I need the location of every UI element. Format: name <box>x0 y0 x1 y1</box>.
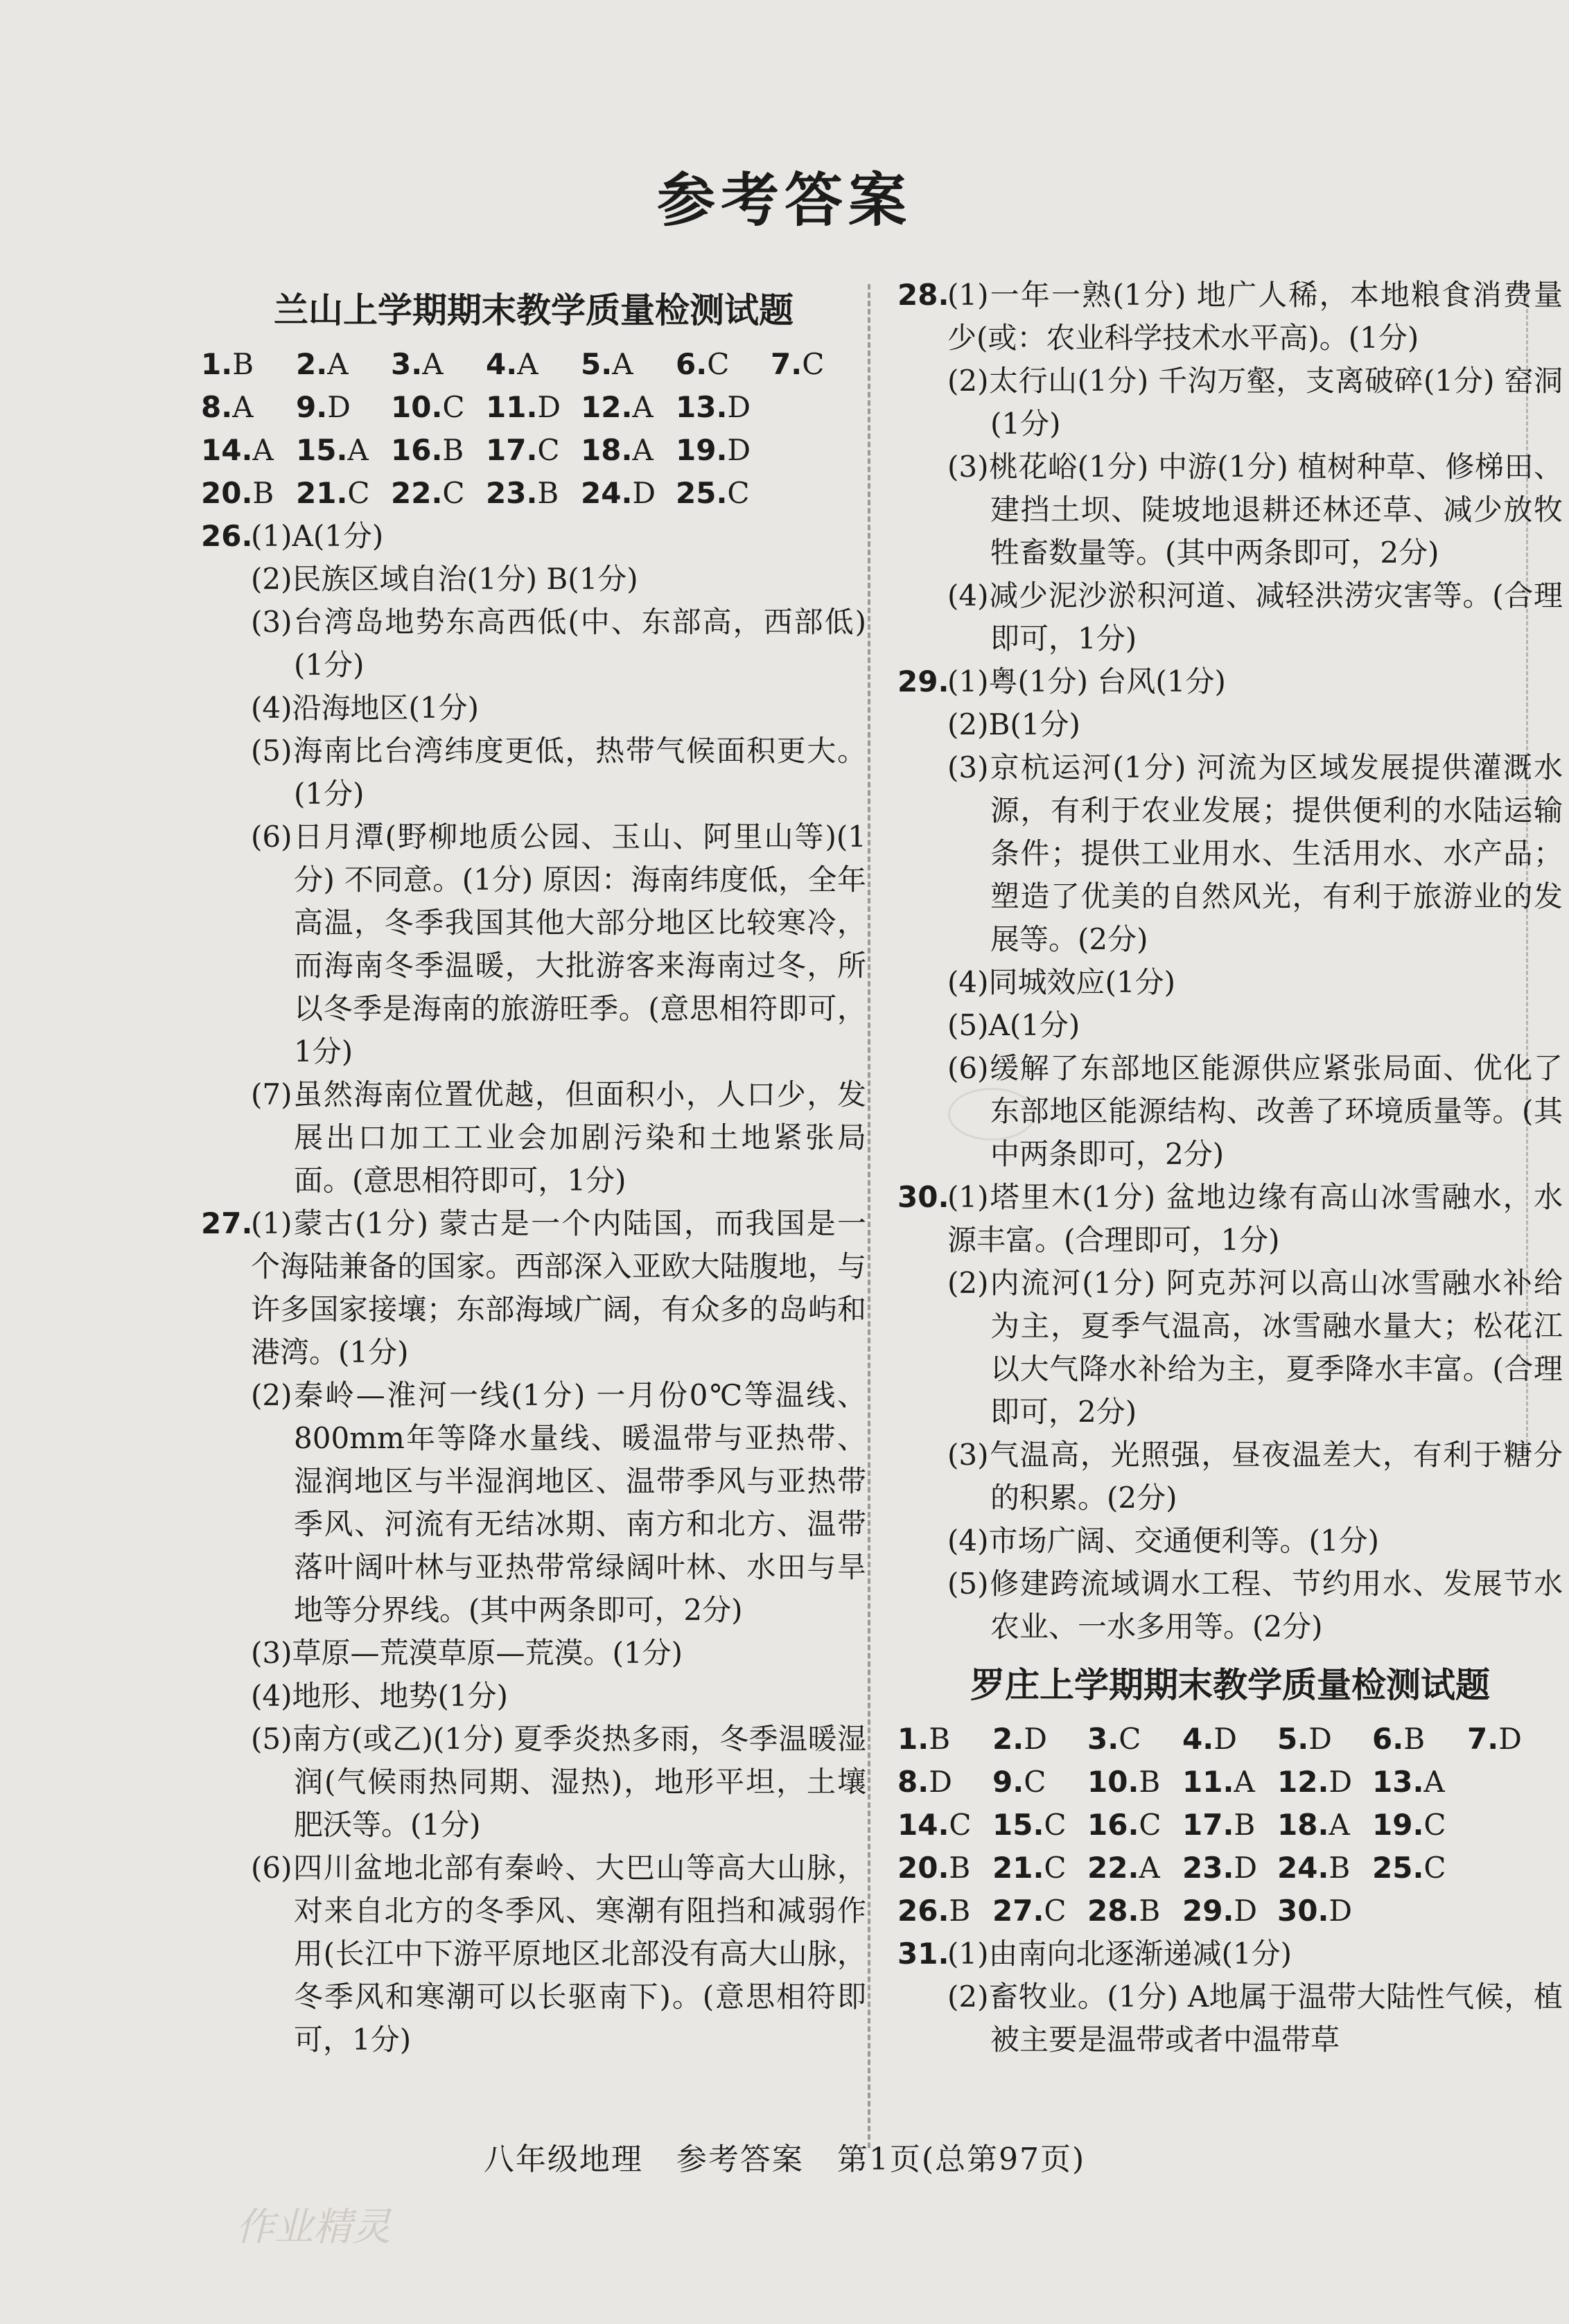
mc-letter: B <box>1139 1765 1161 1799</box>
mc-answer <box>897 1890 992 1933</box>
mc-number: 10. <box>1087 1765 1139 1799</box>
mc-row <box>201 386 866 429</box>
right-column <box>897 274 1563 2061</box>
mc-letter: D <box>327 390 351 424</box>
mc-number: 27. <box>992 1894 1044 1928</box>
mc-answer <box>676 429 771 472</box>
mc-letter: A <box>232 390 254 424</box>
mc-answer <box>201 343 296 386</box>
mc-answer <box>391 429 486 472</box>
mc-answer <box>1087 1804 1182 1847</box>
mc-number: 24. <box>1277 1851 1329 1885</box>
question-block <box>897 1176 1563 1648</box>
answer-part: (2)太行山(1分) 千沟万壑，支离破碎(1分) 窑洞(1分) <box>947 364 1563 441</box>
mc-answer <box>1087 1847 1182 1890</box>
answer-part: (2)民族区域自治(1分) B(1分) <box>251 562 638 596</box>
mc-answer <box>992 1761 1087 1804</box>
mc-answer <box>1467 1718 1562 1761</box>
mc-letter: B <box>949 1894 971 1928</box>
mc-number: 9. <box>992 1765 1024 1799</box>
mc-number: 26. <box>897 1894 949 1928</box>
mc-letter: B <box>1329 1851 1351 1885</box>
mc-number: 4. <box>486 347 518 381</box>
mc-letter: B <box>949 1851 971 1885</box>
answer-part: (6)日月潭(野柳地质公园、玉山、阿里山等)(1分) 不同意。(1分) 原因：海南纬度低，全年高温，冬季我国其他大部分地区比较寒冷，而海南冬季温暖，大批游客来海南过冬，所以冬季是海南的旅游旺季。(意思相符即可，1分) <box>251 820 866 1068</box>
mc-number: 30. <box>1277 1894 1329 1928</box>
mc-number: 5. <box>1277 1722 1309 1756</box>
mc-number: 1. <box>897 1722 929 1756</box>
mc-number: 19. <box>676 433 728 467</box>
mc-letter: A <box>422 347 444 381</box>
mc-row <box>201 429 866 472</box>
mc-letter: A <box>327 347 349 381</box>
mc-letter: B <box>442 433 464 467</box>
mc-number: 12. <box>581 390 633 424</box>
watermark-text: 作业精灵 <box>236 2205 391 2250</box>
mc-letter: C <box>1139 1808 1162 1842</box>
mc-answer <box>296 343 391 386</box>
mc-row <box>897 1847 1563 1890</box>
mc-number: 20. <box>897 1851 949 1885</box>
section-title-luozhuang: 罗庄上学期期末教学质量检测试题 <box>970 1665 1490 1705</box>
answer-part: (7)虽然海南位置优越，但面积小，人口少，发展出口加工工业会加剧污染和土地紧张局面。(意思相符即可，1分) <box>251 1077 866 1197</box>
mc-number: 21. <box>992 1851 1044 1885</box>
mc-letter: C <box>1044 1808 1067 1842</box>
mc-letter: B <box>537 476 559 510</box>
answer-part: (1)一年一熟(1分) 地广人稀，本地粮食消费量少(或：农业科学技术水平高)。(1分) <box>947 278 1563 355</box>
mc-answer <box>581 343 676 386</box>
mc-letter: C <box>1423 1851 1446 1885</box>
mc-letter: C <box>949 1808 972 1842</box>
mc-number: 20. <box>201 476 253 510</box>
answer-part: (3)草原—荒漠草原—荒漠。(1分) <box>251 1636 683 1670</box>
answer-part: (4)地形、地势(1分) <box>251 1679 508 1713</box>
mc-answer <box>296 386 391 429</box>
mc-answer <box>676 472 771 515</box>
mc-answer <box>201 472 296 515</box>
mc-number: 16. <box>1087 1808 1139 1842</box>
mc-answer <box>486 472 581 515</box>
mc-number: 9. <box>296 390 328 424</box>
mc-row <box>897 1804 1563 1847</box>
mc-number: 25. <box>1372 1851 1424 1885</box>
answer-part: (2)内流河(1分) 阿克苏河以高山冰雪融水补给为主，夏季气温高，冰雪融水量大；松花江以大气降水补给为主，夏季降水丰富。(合理即可，2分) <box>947 1266 1563 1429</box>
mc-answer <box>1182 1804 1277 1847</box>
question-number: 26. <box>201 519 253 553</box>
mc-letter: C <box>802 347 825 381</box>
mc-number: 25. <box>676 476 728 510</box>
mc-number: 6. <box>1372 1722 1404 1756</box>
mc-answer <box>391 472 486 515</box>
mc-answer <box>486 343 581 386</box>
mc-answer <box>1372 1804 1467 1847</box>
answer-part: (3)台湾岛地势东高西低(中、东部高，西部低)(1分) <box>251 605 866 682</box>
answer-part: (3)气温高，光照强，昼夜温差大，有利于糖分的积累。(2分) <box>947 1438 1563 1515</box>
mc-number: 5. <box>581 347 613 381</box>
mc-letter: A <box>347 433 369 467</box>
mc-number: 17. <box>1182 1808 1234 1842</box>
question-block <box>201 515 866 1202</box>
mc-letter: A <box>632 433 654 467</box>
question-number: 30. <box>897 1180 949 1214</box>
mc-number: 29. <box>1182 1894 1234 1928</box>
mc-number: 14. <box>201 433 253 467</box>
mc-answer <box>897 1847 992 1890</box>
mc-answer <box>1087 1890 1182 1933</box>
mc-number: 3. <box>1087 1722 1119 1756</box>
mc-letter: B <box>1234 1808 1256 1842</box>
mc-number: 17. <box>486 433 538 467</box>
answer-part: (1)粤(1分) 台风(1分) <box>947 664 1226 698</box>
mc-letter: A <box>517 347 538 381</box>
mc-answer <box>897 1718 992 1761</box>
mc-answer <box>1087 1718 1182 1761</box>
question-number: 29. <box>897 664 949 698</box>
answer-part: (5)修建跨流域调水工程、节约用水、发展节水农业、一水多用等。(2分) <box>947 1567 1563 1644</box>
subjective-answers <box>201 515 866 2061</box>
question-block <box>897 1933 1563 2061</box>
mc-answer <box>201 386 296 429</box>
answer-part: (1)蒙古(1分) 蒙古是一个内陆国，而我国是一个海陆兼备的国家。西部深入亚欧大陆腹地，与许多国家接壤；东部海域广阔，有众多的岛屿和港湾。(1分) <box>251 1206 866 1369</box>
mc-letter: C <box>1044 1894 1067 1928</box>
mc-number: 12. <box>1277 1765 1329 1799</box>
answer-part: (6)四川盆地北部有秦岭、大巴山等高大山脉，对来自北方的冬季风、寒潮有阻挡和减弱作用(长江中下游平原地区北部没有高大山脉，冬季风和寒潮可以长驱南下)。(意思相符即可，1分) <box>251 1851 866 2057</box>
mc-letter: D <box>929 1765 952 1799</box>
question-block <box>897 660 1563 1176</box>
mc-number: 2. <box>296 347 328 381</box>
mc-letter: D <box>632 476 656 510</box>
subjective-answers-continued <box>897 274 1563 1648</box>
mc-answer <box>201 429 296 472</box>
mc-number: 18. <box>1277 1808 1329 1842</box>
mc-number: 4. <box>1182 1722 1214 1756</box>
mc-answer <box>1182 1718 1277 1761</box>
answer-part: (5)南方(或乙)(1分) 夏季炎热多雨，冬季温暖湿润(气候雨热同期、湿热)，地形平坦，土壤肥沃等。(1分) <box>251 1722 866 1842</box>
mc-number: 14. <box>897 1808 949 1842</box>
mc-letter: C <box>442 476 465 510</box>
mc-answer <box>771 343 866 386</box>
mc-answer <box>581 472 676 515</box>
mc-number: 8. <box>201 390 233 424</box>
mc-row <box>201 343 866 386</box>
mc-answer <box>1277 1761 1372 1804</box>
mc-number: 15. <box>296 433 348 467</box>
mc-number: 1. <box>201 347 233 381</box>
mc-number: 28. <box>1087 1894 1139 1928</box>
question-block <box>897 274 1563 660</box>
mc-letter: C <box>707 347 730 381</box>
answer-part: (2)畜牧业。(1分) A地属于温带大陆性气候，植被主要是温带或者中温带草 <box>947 1980 1563 2057</box>
mc-answer <box>992 1718 1087 1761</box>
mc-letter: D <box>1234 1894 1258 1928</box>
mc-letter: D <box>1498 1722 1522 1756</box>
mc-letter: C <box>347 476 370 510</box>
mc-number: 11. <box>1182 1765 1234 1799</box>
answer-part: (1)A(1分) <box>251 519 384 553</box>
mc-number: 19. <box>1372 1808 1424 1842</box>
question-block <box>201 1202 866 2061</box>
mc-answer <box>992 1804 1087 1847</box>
multiple-choice-answers <box>201 343 866 515</box>
mc-letter: D <box>1213 1722 1237 1756</box>
mc-number: 10. <box>391 390 443 424</box>
left-column <box>201 274 866 2061</box>
mc-letter: C <box>1024 1765 1046 1799</box>
mc-answer <box>1277 1804 1372 1847</box>
mc-letter: C <box>1423 1808 1446 1842</box>
mc-letter: D <box>1234 1851 1258 1885</box>
mc-letter: A <box>1234 1765 1255 1799</box>
mc-answer <box>1182 1890 1277 1933</box>
page-title: 参考答案 <box>656 166 912 234</box>
mc-number: 23. <box>486 476 538 510</box>
mc-letter: A <box>252 433 274 467</box>
mc-letter: D <box>1329 1765 1353 1799</box>
mc-number: 23. <box>1182 1851 1234 1885</box>
mc-number: 16. <box>391 433 443 467</box>
mc-answer <box>676 343 771 386</box>
answer-part: (4)减少泥沙淤积河道、减轻洪涝灾害等。(合理即可，1分) <box>947 579 1563 655</box>
question-number: 28. <box>897 278 949 312</box>
mc-answer <box>1372 1718 1467 1761</box>
question-number: 31. <box>897 1937 949 1971</box>
mc-answer <box>1182 1847 1277 1890</box>
answer-part: (1)由南向北逐渐递减(1分) <box>947 1937 1292 1971</box>
mc-letter: B <box>252 476 274 510</box>
mc-number: 13. <box>676 390 728 424</box>
answer-part: (5)A(1分) <box>947 1008 1080 1042</box>
mc-answer <box>1277 1718 1372 1761</box>
mc-number: 13. <box>1372 1765 1424 1799</box>
mc-letter: D <box>1024 1722 1047 1756</box>
answer-part: (2)B(1分) <box>947 707 1080 741</box>
mc-number: 18. <box>581 433 633 467</box>
mc-answer <box>1182 1761 1277 1804</box>
mc-answer <box>1372 1761 1467 1804</box>
mc-letter: D <box>1329 1894 1353 1928</box>
footer-page-number: 第1页(总第97页) <box>836 2142 1086 2177</box>
mc-number: 24. <box>581 476 633 510</box>
answer-part: (3)桃花峪(1分) 中游(1分) 植树种草、修梯田、建挡土坝、陡坡地退耕还林还草、减少放牧牲畜数量等。(其中两条即可，2分) <box>947 450 1563 570</box>
mc-letter: C <box>442 390 465 424</box>
mc-row <box>897 1890 1563 1933</box>
mc-answer <box>992 1847 1087 1890</box>
answer-part: (1)塔里木(1分) 盆地边缘有高山冰雪融水，水源丰富。(合理即可，1分) <box>947 1180 1563 1257</box>
mc-answer <box>992 1890 1087 1933</box>
mc-answer <box>486 386 581 429</box>
mc-letter: A <box>1139 1851 1160 1885</box>
mc-number: 2. <box>992 1722 1024 1756</box>
mc-number: 22. <box>391 476 443 510</box>
mc-letter: B <box>1139 1894 1161 1928</box>
mc-number: 3. <box>391 347 423 381</box>
mc-answer <box>391 386 486 429</box>
column-divider <box>868 284 870 2148</box>
mc-answer <box>1277 1847 1372 1890</box>
mc-row <box>201 472 866 515</box>
mc-number: 11. <box>486 390 538 424</box>
answer-part: (2)秦岭—淮河一线(1分) 一月份0℃等温线、800mm年等降水量线、暖温带与亚热带、湿润地区与半湿润地区、温带季风与亚热带季风、河流有无结冰期、南方和北方、温带落叶阔叶林与亚热带常绿阔叶林、水田与旱地等分界线。(其中两条即可，2分) <box>251 1378 866 1627</box>
mc-answer <box>296 472 391 515</box>
mc-row <box>897 1718 1563 1761</box>
mc-letter: C <box>537 433 560 467</box>
answer-part: (6)缓解了东部地区能源供应紧张局面、优化了东部地区能源结构、改善了环境质量等。(其中两条即可，2分) <box>947 1051 1563 1171</box>
mc-number: 22. <box>1087 1851 1139 1885</box>
footer-label: 参考答案 <box>676 2142 804 2177</box>
answer-part: (4)沿海地区(1分) <box>251 691 479 725</box>
answer-part: (4)市场广阔、交通便利等。(1分) <box>947 1524 1379 1558</box>
mc-answer <box>391 343 486 386</box>
mc-letter: D <box>727 390 751 424</box>
mc-answer <box>296 429 391 472</box>
question-number: 27. <box>201 1206 253 1240</box>
mc-letter: C <box>1119 1722 1141 1756</box>
footer-subject: 八年级地理 <box>483 2142 643 2177</box>
multiple-choice-answers <box>897 1718 1563 1933</box>
mc-answer <box>581 429 676 472</box>
mc-answer <box>486 429 581 472</box>
mc-letter: C <box>727 476 750 510</box>
mc-answer <box>897 1804 992 1847</box>
mc-row <box>897 1761 1563 1804</box>
mc-letter: C <box>1044 1851 1067 1885</box>
mc-letter: D <box>727 433 751 467</box>
section-title-lanshan: 兰山上学期期末教学质量检测试题 <box>274 290 794 331</box>
mc-letter: A <box>612 347 633 381</box>
mc-answer <box>1372 1847 1467 1890</box>
mc-answer <box>676 386 771 429</box>
page-footer <box>0 2134 1569 2178</box>
mc-answer <box>581 386 676 429</box>
mc-number: 21. <box>296 476 348 510</box>
mc-number: 7. <box>771 347 803 381</box>
mc-letter: A <box>632 390 654 424</box>
mc-number: 6. <box>676 347 708 381</box>
mc-answer <box>897 1761 992 1804</box>
mc-letter: A <box>1329 1808 1350 1842</box>
mc-answer <box>1277 1890 1372 1933</box>
answer-part: (4)同城效应(1分) <box>947 965 1175 999</box>
mc-number: 8. <box>897 1765 929 1799</box>
mc-letter: B <box>232 347 254 381</box>
answer-part: (5)海南比台湾纬度更低，热带气候面积更大。(1分) <box>251 734 866 811</box>
mc-letter: D <box>1308 1722 1332 1756</box>
mc-letter: D <box>537 390 561 424</box>
mc-letter: B <box>1403 1722 1426 1756</box>
subjective-answers <box>897 1933 1563 2061</box>
mc-number: 7. <box>1467 1722 1499 1756</box>
mc-letter: A <box>1423 1765 1445 1799</box>
answer-part: (3)京杭运河(1分) 河流为区域发展提供灌溉水源，有利于农业发展；提供便利的水陆运输条件；提供工业用水、生活用水、水产品；塑造了优美的自然风光，有利于旅游业的发展等。(2分) <box>947 750 1563 956</box>
mc-answer <box>1087 1761 1182 1804</box>
mc-letter: B <box>929 1722 951 1756</box>
mc-number: 15. <box>992 1808 1044 1842</box>
